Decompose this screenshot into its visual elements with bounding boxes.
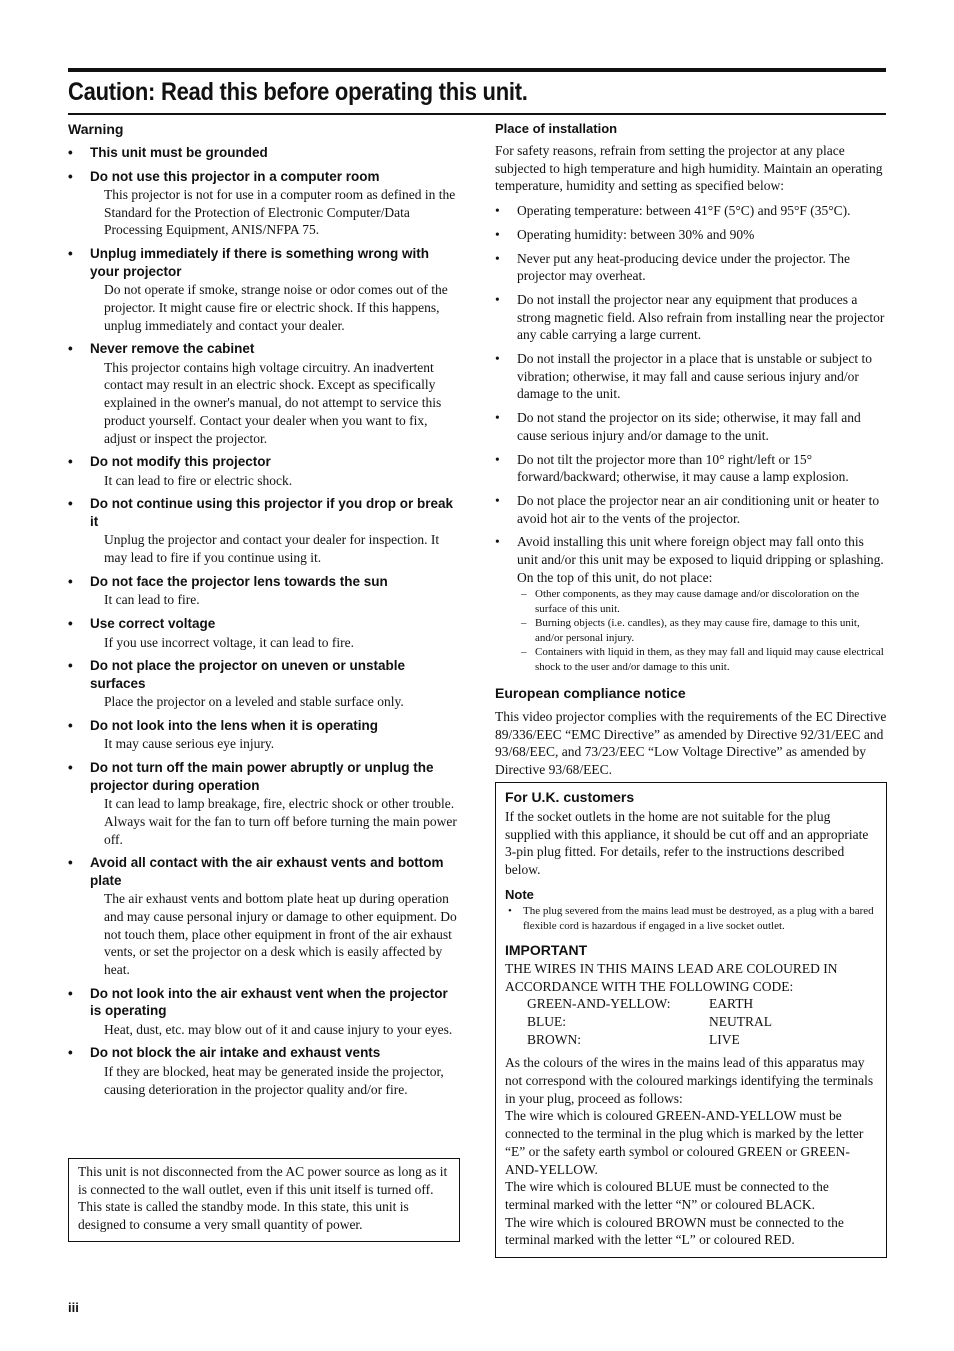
warning-item-text: If they are blocked, heat may be generated inside the projector, causing deterioration in the projector quality and/or fire. [104,1063,444,1097]
bullet: • [495,250,500,266]
bullet: • [68,168,73,184]
warning-heading: Warning [68,121,124,137]
right-column [495,120,887,779]
warning-item-text: The air exhaust vents and bottom plate heat up during operation and may cause personal injury or damage to other equipment. Do not touch them, place other equipment in front of the air exhaust vents, or set the projector on a desk which is easily affected by heat. [104,891,457,978]
warning-item [68,453,460,489]
important-heading: IMPORTANT [505,941,588,958]
wire-function: EARTH [709,996,754,1012]
bullet: • [68,855,73,871]
warning-item-text: It can lead to lamp breakage, fire, electric shock or other trouble. Always wait for the fan to turn off before turning the main power off. [104,796,457,847]
wire-colour: BLUE: [527,1013,566,1029]
warning-item-title: Never remove the cabinet [90,341,255,357]
warning-item-text: Place the projector on a leveled and stable surface only. [104,694,404,710]
installation-subitem [495,587,887,616]
warning-item-title: Do not look into the lens when it is operating [90,717,379,733]
wire-colour: GREEN-AND-YELLOW: [527,996,671,1012]
installation-heading: Place of installation [495,121,618,136]
installation-item [495,250,887,285]
bullet: • [68,717,73,733]
warning-item-title: Do not look into the air exhaust vent when the projector is operating [90,985,448,1019]
warning-item-title: Do not turn off the main power abruptly or unplug the projector during operation [90,760,434,793]
wire-row [527,1031,877,1049]
warning-item-title: Use correct voltage [90,616,216,632]
note-text: The plug severed from the mains lead must be destroyed, as a plug with a bared flexible cord is hazardous if engaged in a live socket outlet. [523,904,874,933]
installation-item [495,350,887,403]
dash: – [521,617,527,630]
wire-function: NEUTRAL [709,1013,772,1029]
installation-item [495,202,887,220]
bullet: • [68,1045,73,1061]
warning-item-title: Do not face the projector lens towards the sun [90,573,388,589]
wire-function: LIVE [709,1031,740,1047]
bullet: • [68,616,73,632]
installation-subitem [495,645,887,674]
warning-item-text: It may cause serious eye injury. [104,736,275,752]
installation-item [495,291,887,344]
warning-item-title: Avoid all contact with the air exhaust vents and bottom plate [90,855,444,888]
uk-paragraph: As the colours of the wires in the mains lead of this apparatus may not correspond with the coloured markings identifying the terminals in your plug, proceed as follows: [505,1055,874,1106]
installation-subitem [495,616,887,645]
installation-item [495,409,887,444]
note-heading: Note [505,886,534,902]
installation-subitem-text: Containers with liquid in them, as they may fall and liquid may cause electrical shock to the user and/or damage to this unit. [535,646,884,673]
uk-intro: If the socket outlets in the home are not suitable for the plug supplied with this appliance, it should be cut off and an appropriate 3-pin plug fitted. For details, refer to the instructions described below. [505,809,869,878]
wire-row [527,995,877,1013]
warning-item [68,168,460,240]
uk-heading: For U.K. customers [505,789,635,805]
title-top-rule [68,68,886,72]
warning-item [68,759,460,848]
bullet: • [68,760,73,776]
title-bottom-rule [68,113,886,115]
bullet: • [495,410,500,426]
bullet: • [68,496,73,512]
warning-item-title: Do not continue using this projector if you drop or break it [90,496,454,529]
warning-item-text: Heat, dust, etc. may blow out of it and cause injury to your eyes. [104,1021,453,1037]
warning-item-text: It can lead to fire. [104,592,200,608]
bullet: • [495,492,500,508]
bullet: • [495,451,500,467]
wire-colour-table [527,995,877,1048]
warning-item [68,1044,460,1098]
wire-colour: BROWN: [527,1031,581,1047]
warning-item [68,573,460,609]
bullet: • [68,246,73,262]
warning-item-title: Do not use this projector in a computer room [90,168,380,184]
standby-notice-box: This unit is not disconnected from the AC power source as long as it is connected to the wall outlet, even if this unit itself is turned off. This state is called the standby mode. In this state, this unit is designed to consume a very small quantity of power. [68,1158,460,1242]
uk-paragraph: The wire which is coloured BLUE must be connected to the terminal marked with the letter “N” or coloured BLACK. [505,1179,829,1212]
bullet: • [495,203,500,219]
bullet: • [495,291,500,307]
warning-item-text: It can lead to fire or electric shock. [104,472,293,488]
page-number: iii [68,1300,79,1315]
installation-item-text: Never put any heat-producing device under the projector. The projector may overheat. [517,250,850,284]
warning-item-text: If you use incorrect voltage, it can lead to fire. [104,634,355,650]
installation-intro: For safety reasons, refrain from setting the projector at any place subjected to high temperature and high humidity. Maintain an operating temperature, humidity and setting as specified below: [495,143,883,194]
uk-paragraph: The wire which is coloured GREEN-AND-YELLOW must be connected to the terminal in the plug which is marked by the letter “E” or the safety earth symbol or coloured GREEN or GREEN-AND-YELLOW. [505,1108,864,1177]
warning-item-text: Do not operate if smoke, strange noise or odor comes out of the projector. It might cause fire or electric shock. If this happens, unplug immediately and contact your dealer. [104,282,448,333]
bullet: • [68,658,73,674]
uk-customers-box [495,782,887,1258]
installation-subitem-text: Burning objects (i.e. candles), as they may cause fire, damage to this unit, and/or personal injury. [535,617,860,644]
bullet: • [68,573,73,589]
installation-item [495,451,887,486]
warning-item-title: This unit must be grounded [90,145,268,160]
installation-list [495,202,887,674]
warning-item [68,985,460,1039]
bullet: • [495,351,500,367]
bullet: • [495,226,500,242]
installation-item-text: Do not place the projector near an air conditioning unit or heater to avoid hot air to the vents of the projector. [517,492,880,526]
warning-item [68,340,460,447]
warning-item-title: Unplug immediately if there is something wrong with your projector [90,246,430,279]
installation-item [495,533,887,586]
warning-item [68,657,460,711]
installation-item [495,492,887,527]
bullet: • [508,904,512,917]
warning-item [68,615,460,651]
left-column [68,120,460,1104]
warning-item-title: Do not modify this projector [90,454,271,470]
warning-item-text: This projector contains high voltage circuitry. An inadvertent contact may result in an electric shock. Except as specifically explained in the owner's manual, do not attempt to service this product yourself. Contact your dealer when you want to fix, adjust or inspect the projector. [104,359,442,446]
bullet: • [68,145,73,160]
installation-item-text: Operating temperature: between 41°F (5°C) and 95°F (35°C). [517,203,851,219]
installation-item-text: Do not stand the projector on its side; otherwise, it may fall and cause serious injury and/or damage to the unit. [517,410,861,443]
bullet: • [495,534,500,550]
warning-item [68,717,460,753]
european-text: This video projector complies with the requirements of the EC Directive 89/336/EEC “EMC Directive” as amended by Directive 92/31/EEC and 93/68/EEC, and 73/23/EEC “Low Voltage Directive” as amended by Directive 93/68/EEC. [495,708,887,778]
warning-item [68,245,460,334]
installation-item-text: Do not tilt the projector more than 10° right/left or 15° forward/backward; otherwise, it may cause a lamp explosion. [517,451,849,485]
warning-item [68,144,460,162]
important-text: THE WIRES IN THIS MAINS LEAD ARE COLOURED IN ACCORDANCE WITH THE FOLLOWING CODE: [505,960,838,994]
warning-item-text: Unplug the projector and contact your dealer for inspection. It may lead to fire if you continue using it. [104,532,440,566]
installation-item [495,226,887,244]
installation-item-text: Do not install the projector near any equipment that produces a strong magnetic field. Also refrain from installing near the projector any cable carrying a large current. [517,291,885,343]
installation-item-text: Avoid installing this unit where foreign object may fall onto this unit and/or this unit may be exposed to liquid dripping or splashing. On the top of this unit, do not place: [517,534,884,585]
title-block [68,68,886,115]
warning-list [68,144,460,1098]
warning-item [68,854,460,979]
uk-paragraph: The wire which is coloured BROWN must be connected to the terminal marked with the letter “L” or coloured RED. [505,1214,844,1248]
page-title: Caution: Read this before operating this unit. [68,78,528,106]
warning-item-title: Do not block the air intake and exhaust vents [90,1045,381,1061]
bullet: • [68,454,73,470]
warning-item-title: Do not place the projector on uneven or unstable surfaces [90,658,406,691]
installation-item-text: Do not install the projector in a place that is unstable or subject to vibration; otherwise, it may fall and cause serious injury and/or damage to the unit. [517,351,873,402]
dash: – [521,588,527,601]
installation-item-text: Operating humidity: between 30% and 90% [517,226,755,242]
warning-item-text: This projector is not for use in a computer room as defined in the Standard for the Protection of Electronic Computer/Data Processing Equipment, ANIS/NFPA 75. [104,187,456,238]
dash: – [521,646,527,659]
note-item [505,904,877,935]
installation-subitem-text: Other components, as they may cause damage and/or discoloration on the surface of this unit. [535,588,860,615]
bullet: • [68,985,73,1001]
warning-item [68,495,460,566]
wire-row [527,1013,877,1031]
bullet: • [68,341,73,357]
european-heading: European compliance notice [495,684,686,701]
